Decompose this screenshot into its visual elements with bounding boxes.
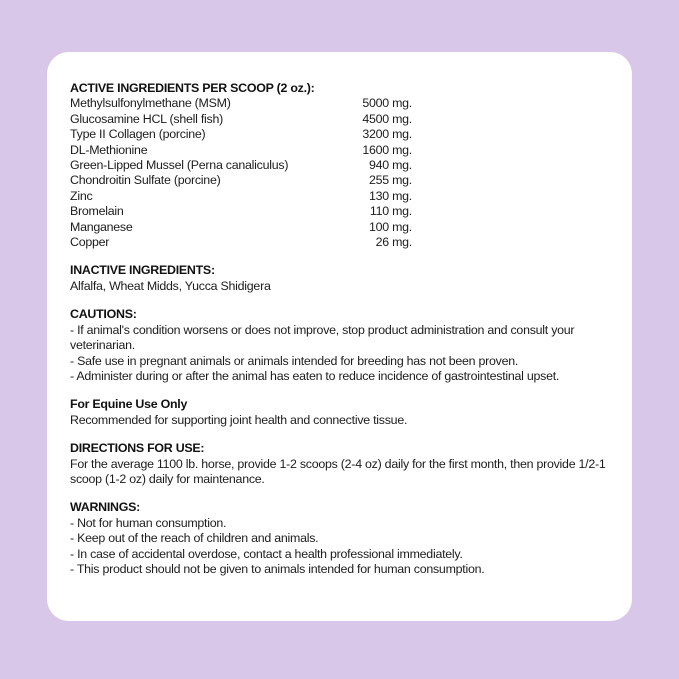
ingredient-amount: 940 mg. (368, 158, 412, 173)
cautions-heading: CAUTIONS: (70, 307, 137, 322)
equine-use-section (70, 397, 608, 428)
ingredient-row (70, 220, 412, 235)
ingredient-row (70, 173, 412, 188)
ingredient-name: DL-Methionine (70, 142, 148, 157)
ingredient-row (70, 204, 412, 219)
ingredient-amount: 255 mg. (368, 173, 412, 188)
ingredient-name: Methylsulfonylmethane (MSM) (70, 96, 231, 111)
warnings-section (70, 500, 608, 577)
ingredient-amount: 5000 mg. (362, 96, 412, 111)
ingredient-row (70, 96, 412, 111)
warning-item: - Not for human consumption. (70, 515, 227, 530)
ingredient-amount: 3200 mg. (362, 127, 412, 142)
ingredient-name: Glucosamine HCL (shell fish) (70, 111, 223, 126)
ingredient-row (70, 143, 412, 158)
supplement-label-card (47, 52, 632, 621)
ingredient-name: Copper (70, 235, 110, 250)
ingredient-amount: 130 mg. (368, 188, 412, 203)
equine-use-text: Recommended for supporting joint health and connective tissue. (70, 412, 408, 427)
ingredient-row (70, 189, 412, 204)
ingredient-amount: 26 mg. (375, 235, 412, 250)
directions-text: For the average 1100 lb. horse, provide 1-2 scoops (2-4 oz) daily for the first month, then provide 1/2-1 scoop (1-2 oz) daily for maintenance. (70, 456, 606, 486)
ingredient-row (70, 235, 412, 250)
warning-item: - In case of accidental overdose, contact a health professional immediately. (70, 546, 463, 561)
ingredient-name: Zinc (70, 188, 93, 203)
ingredient-name: Bromelain (70, 204, 124, 219)
cautions-section (70, 307, 608, 384)
ingredient-amount: 1600 mg. (362, 142, 412, 157)
ingredient-row (70, 158, 412, 173)
directions-heading: DIRECTIONS FOR USE: (70, 441, 205, 456)
ingredient-name: Green-Lipped Mussel (Perna canaliculus) (70, 158, 289, 173)
inactive-ingredients-section (70, 263, 608, 294)
caution-item: - If animal's condition worsens or does not improve, stop product administration and consult your veterinarian. (70, 322, 575, 353)
active-ingredients-section (70, 81, 608, 250)
inactive-ingredients-heading: INACTIVE INGREDIENTS: (70, 263, 215, 278)
ingredient-amount: 100 mg. (368, 219, 412, 234)
ingredient-row (70, 127, 412, 142)
active-ingredients-table (70, 96, 412, 250)
ingredient-name: Type II Collagen (porcine) (70, 127, 206, 142)
ingredient-amount: 4500 mg. (362, 111, 412, 126)
warnings-heading: WARNINGS: (70, 500, 141, 515)
warning-item: - This product should not be given to animals intended for human consumption. (70, 561, 485, 576)
directions-section (70, 441, 608, 487)
inactive-ingredients-text: Alfalfa, Wheat Midds, Yucca Shidigera (70, 278, 271, 293)
active-ingredients-heading: ACTIVE INGREDIENTS PER SCOOP (2 oz.): (70, 81, 315, 95)
ingredient-row (70, 112, 412, 127)
ingredient-name: Chondroitin Sulfate (porcine) (70, 173, 221, 188)
ingredient-name: Manganese (70, 219, 133, 234)
ingredient-amount: 110 mg. (369, 204, 412, 219)
caution-item: - Safe use in pregnant animals or animals intended for breeding has not been proven. (70, 353, 519, 368)
warning-item: - Keep out of the reach of children and animals. (70, 531, 319, 546)
equine-use-heading: For Equine Use Only (70, 397, 188, 412)
caution-item: - Administer during or after the animal has eaten to reduce incidence of gastrointestinal upset. (70, 368, 560, 383)
